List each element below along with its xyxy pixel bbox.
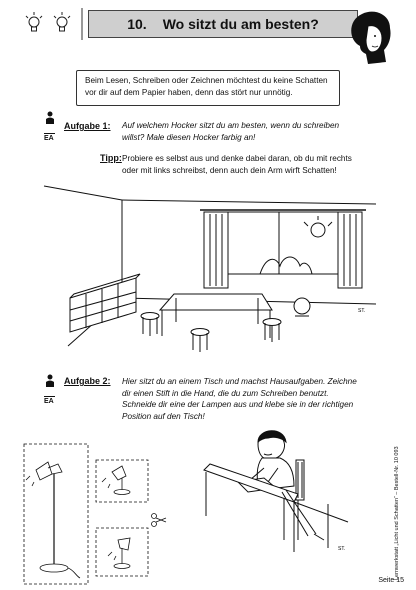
lightbulb-icons [22, 8, 84, 40]
task1-text: Auf welchem Hocker sitzt du am besten, wenn du schreiben willst? Male diesen Hocker farbig an! [122, 121, 340, 142]
lightbulb-icon-right [54, 12, 70, 31]
boy-at-desk-illustration [198, 424, 398, 572]
girl-portrait-illustration [340, 6, 400, 68]
ea-badge-task2: EA [44, 398, 54, 405]
artist-signature-room: ST. [358, 308, 366, 314]
lightbulb-icon-left [26, 12, 42, 31]
artist-signature-desk: ST. [338, 546, 346, 552]
ea-badge-task1: EA [44, 135, 54, 142]
task2-label: Aufgabe 2: [64, 376, 111, 386]
scissors-icon [152, 514, 167, 527]
room-illustration [40, 186, 380, 356]
person-icon-task1 [44, 111, 56, 125]
tip-label: Tipp: [100, 153, 122, 163]
publisher-text: Lernwerkstatt „Licht und Schatten“ – Bestell-Nr. 10 093 [394, 446, 400, 580]
tip-text: Probiere es selbst aus und denke dabei daran, ob du mit rechts oder mit links schreibst, denn auch dein Arm wirft Schatten! [122, 154, 352, 175]
header [22, 8, 394, 40]
person-icon-task2 [44, 374, 56, 388]
chapter-number: 10. [127, 16, 147, 32]
title-bar [88, 10, 358, 38]
page-title: Wo sitzt du am besten? [162, 16, 319, 32]
task2-text: Hier sitzt du an einem Tisch und machst Hausaufgaben. Zeichne dir einen Stift in die Hand, die du zum Schreiben benutzt. Schneide dir eine der Lampen aus und klebe sie in der richtigen Position auf den Tisch! [122, 377, 357, 421]
intro-box: Beim Lesen, Schreiben oder Zeichnen möchtest du keine Schatten vor dir auf dem Papier haben, denn das stört nur unnötig. [76, 70, 340, 106]
task1-label: Aufgabe 1: [64, 121, 111, 131]
cutout-lamps[interactable] [22, 444, 192, 588]
page-number: Seite 15 [378, 577, 404, 584]
publisher-sidebar [394, 410, 408, 580]
